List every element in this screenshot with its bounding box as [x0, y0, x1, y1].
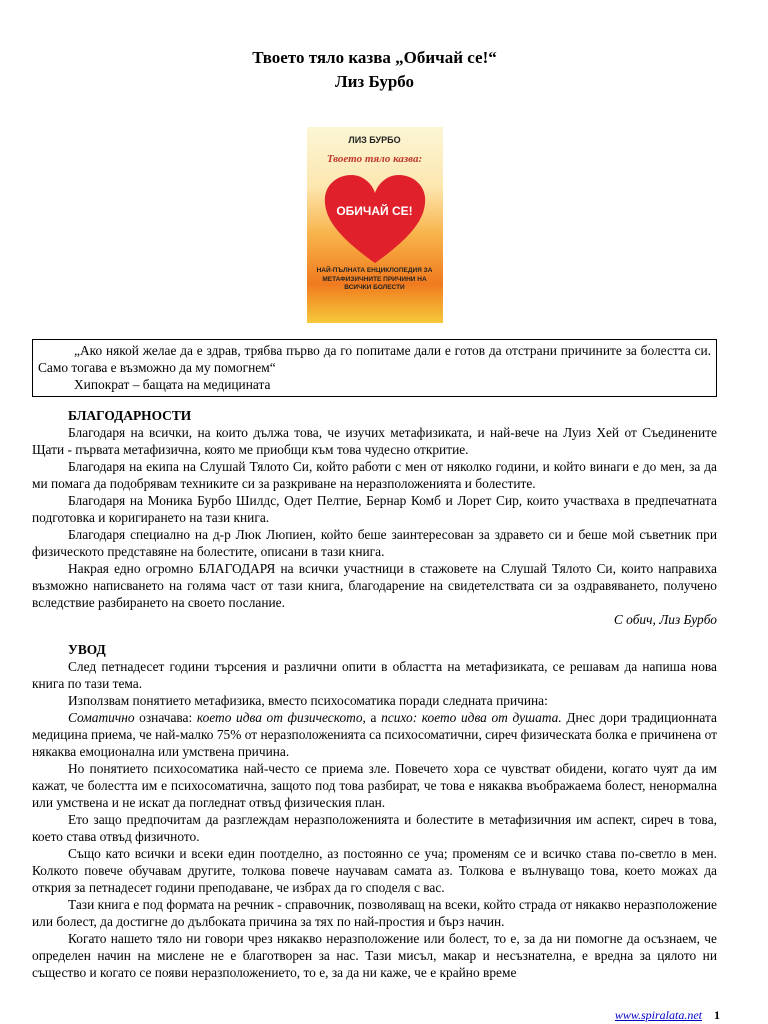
- intro-paragraph: Също като всички и всеки един поотделно, аз постоянно се уча; променям се и всичко става по-светло в мен. Колкото повече обучавам другите, толкова повече научавам самата аз. Толкова е вълнуващо това, което можах да открия за петнадесет години преподаване, че избрах да го споделя с вас.: [32, 846, 717, 895]
- intro-term: психо: което идва от душата.: [381, 710, 562, 725]
- ack-signature: С обич, Лиз Бурбо: [613, 612, 717, 627]
- ack-paragraph: Благодаря на всички, на които дължа това, че изучих метафизиката, и най-вече на Луиз Хей от Съединените Щати - първата метафизична, която ме приобщи към това чудесно откритие.: [32, 425, 717, 457]
- document-page: [32, 0, 717, 981]
- intro-paragraph: Тази книга е под формата на речник - справочник, позволяващ на всеки, който страда от някакво неразположение или болест, да достигне до дълбоката причина за тях по най-простия и бърз начин.: [32, 897, 717, 929]
- intro-text: означава:: [134, 710, 197, 725]
- intro-paragraph: След петнадесет години търсения и различни опити в областта на метафизиката, се решавам да напиша нова книга по тази тема.: [32, 659, 717, 691]
- book-cover-image: [307, 127, 443, 323]
- intro-paragraph: Когато нашето тяло ни говори чрез някакво неразположение или болест, то е, за да ни помогне да осъзнаем, че определен начин на мислене не е благотворен за нас. Тази мисъл, макар и несъзнателна, е вредна за цялото ни същество и когато се появи неразположението, то е, за да ни каже, че е крайно време: [32, 931, 717, 980]
- quote-attribution: Хипократ – бащата на медицината: [74, 377, 271, 392]
- quote-text: „Ако някой желае да е здрав, трябва първо да го попитаме дали е готов да отстрани причините за болестта си. Само тогава е възможно да му помогнем“: [38, 343, 711, 375]
- intro-heading: УВОД: [68, 642, 106, 657]
- intro-paragraph: Но понятието психосоматика най-често се приема зле. Повечето хора се чувстват обидени, когато чуят да им кажат, че болестта им е психосоматична, защото под това разбират, че това е някаква въображаема болест, ненормална или умствена и не искат да погледнат отвъд физическия план.: [32, 761, 717, 810]
- ack-paragraph: Накрая едно огромно БЛАГОДАРЯ на всички участници в стажовете на Слушай Тялото Си, които направиха възможно написването на голяма част от тази книга, благодарение на свидетелствата си за оздравяването, получено вследствие разбирането на своето послание.: [32, 561, 717, 610]
- ack-paragraph: Благодаря на Моника Бурбо Шилдс, Одет Пелтие, Бернар Комб и Лорет Сир, които участваха в предпечатната подготовка и коригирането на тази книга.: [32, 493, 717, 525]
- intro-term: което идва от физическото: [196, 710, 363, 725]
- website-link[interactable]: www.spiralata.net: [614, 1008, 702, 1022]
- cover-title: Твоето тяло казва:: [326, 153, 423, 165]
- cover-author: ЛИЗ БУРБО: [348, 135, 401, 145]
- ack-paragraph: Благодаря специално на д-р Люк Люпиен, който беше заинтересован за здравето си и беше мой съветник при физическото представяне на болестите, описани в тази книга.: [32, 527, 717, 559]
- page-footer: [615, 1008, 720, 1023]
- acknowledgements-heading: БЛАГОДАРНОСТИ: [68, 408, 192, 423]
- quote-box: [32, 339, 717, 397]
- page-number: 1: [714, 1008, 720, 1022]
- cover-subtitle: НАЙ-ПЪЛНАТА ЕНЦИКЛОПЕДИЯ ЗА МЕТАФИЗИЧНИТЕ ПРИЧИНИ НА ВСИЧКИ БОЛЕСТИ: [316, 267, 433, 291]
- intro-paragraph: Използвам понятието метафизика, вместо психосоматика поради следната причина:: [68, 693, 548, 708]
- intro-text: Днес дори традиционната медицина приема, че най-малко 75% от неразположенията са психосоматични, сиреч физическата болка е причинена от някаква емоционална или умствена причина.: [32, 710, 717, 759]
- document-title: Твоето тяло казва „Обичай се!“: [252, 48, 497, 67]
- intro-text: , а: [362, 710, 382, 725]
- cover-heart-text: ОБИЧАЙ СЕ!: [336, 204, 413, 218]
- intro-paragraph: Ето защо предпочитам да разглеждам неразположенията и болестите в метафизичния им аспект, сиреч в това, което става отвъд физичното.: [32, 812, 717, 844]
- heart-icon: [321, 171, 429, 267]
- document-author: Лиз Бурбо: [334, 72, 415, 91]
- ack-paragraph: Благодаря на екипа на Слушай Тялото Си, който работи с мен от няколко години, и който винаги е до мен, за да ми помага да подобрявам техниките си за разкриване на неразположенията и болестите.: [32, 459, 717, 491]
- intro-paragraph: [32, 709, 717, 760]
- intro-term: Соматично: [68, 710, 135, 725]
